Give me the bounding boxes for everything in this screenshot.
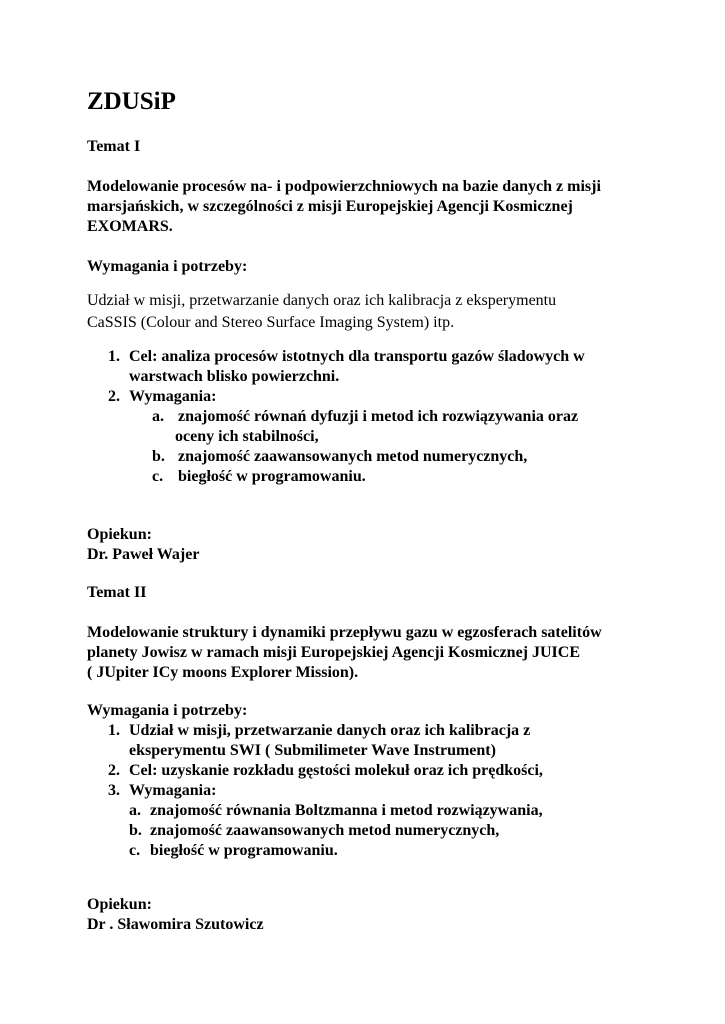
- topic1-req-heading: Wymagania i potrzeby:: [87, 258, 248, 275]
- topic2-desc-line: planety Jowisz w ramach misji Europejskiej Agencji Kosmicznej JUICE: [87, 644, 580, 661]
- topic1-req-text-line: CaSSIS (Colour and Stereo Surface Imaging System) itp.: [87, 314, 455, 331]
- topic1-list-item: warstwach blisko powierzchni.: [129, 368, 340, 385]
- topic2-sublist-num: c.: [129, 842, 141, 859]
- topic1-list-item: Cel: analiza procesów istotnych dla transportu gazów śladowych w: [129, 348, 585, 365]
- topic2-list-num: 1.: [108, 722, 120, 739]
- document-title: ZDUSiP: [87, 88, 176, 115]
- topic2-list-num: 3.: [108, 782, 120, 799]
- topic1-sublist-num: a.: [152, 408, 164, 425]
- topic1-sublist-item: oceny ich stabilności,: [175, 428, 319, 445]
- topic1-supervisor-label: Opiekun:: [87, 526, 152, 543]
- topic1-desc-line: EXOMARS.: [87, 218, 173, 235]
- topic1-desc-line: Modelowanie procesów na- i podpowierzchniowych na bazie danych z misji: [87, 178, 601, 195]
- topic2-sublist-item: znajomość zaawansowanych metod numerycznych,: [150, 822, 500, 839]
- topic1-list-item: Wymagania:: [129, 388, 217, 405]
- topic2-heading: Temat II: [87, 584, 147, 601]
- topic2-desc-line: Modelowanie struktury i dynamiki przepływu gazu w egzosferach satelitów: [87, 624, 602, 641]
- topic2-sublist-num: a.: [129, 802, 141, 819]
- topic2-sublist-item: znajomość równania Boltzmanna i metod rozwiązywania,: [150, 802, 543, 819]
- topic2-supervisor-name: Dr . Sławomira Szutowicz: [87, 916, 264, 933]
- topic2-sublist-item: biegłość w programowaniu.: [150, 842, 338, 859]
- topic1-list-num: 1.: [108, 348, 120, 365]
- topic1-sublist-num: c.: [152, 468, 164, 485]
- topic1-heading: Temat I: [87, 138, 141, 155]
- topic1-sublist-item: znajomość zaawansowanych metod numerycznych,: [178, 448, 528, 465]
- topic2-list-item: eksperymentu SWI ( Submilimeter Wave Instrument): [129, 742, 496, 759]
- topic2-list-item: Wymagania:: [129, 782, 217, 799]
- topic1-req-text-line: Udział w misji, przetwarzanie danych oraz ich kalibracja z eksperymentu: [87, 292, 557, 309]
- topic1-supervisor-name: Dr. Paweł Wajer: [87, 546, 200, 563]
- topic2-supervisor-label: Opiekun:: [87, 896, 152, 913]
- topic2-list-item: Udział w misji, przetwarzanie danych oraz ich kalibracja z: [129, 722, 531, 739]
- topic1-list-num: 2.: [108, 388, 120, 405]
- topic1-sublist-item: znajomość równań dyfuzji i metod ich rozwiązywania oraz: [178, 408, 579, 425]
- topic2-req-heading: Wymagania i potrzeby:: [87, 702, 248, 719]
- topic1-desc-line: marsjańskich, w szczególności z misji Europejskiej Agencji Kosmicznej: [87, 198, 573, 215]
- topic2-desc-line: ( JUpiter ICy moons Explorer Mission).: [87, 664, 359, 681]
- topic1-sublist-item: biegłość w programowaniu.: [178, 468, 366, 485]
- topic2-list-num: 2.: [108, 762, 120, 779]
- topic2-list-item: Cel: uzyskanie rozkładu gęstości molekuł oraz ich prędkości,: [129, 762, 543, 779]
- topic2-sublist-num: b.: [129, 822, 142, 839]
- topic1-sublist-num: b.: [152, 448, 165, 465]
